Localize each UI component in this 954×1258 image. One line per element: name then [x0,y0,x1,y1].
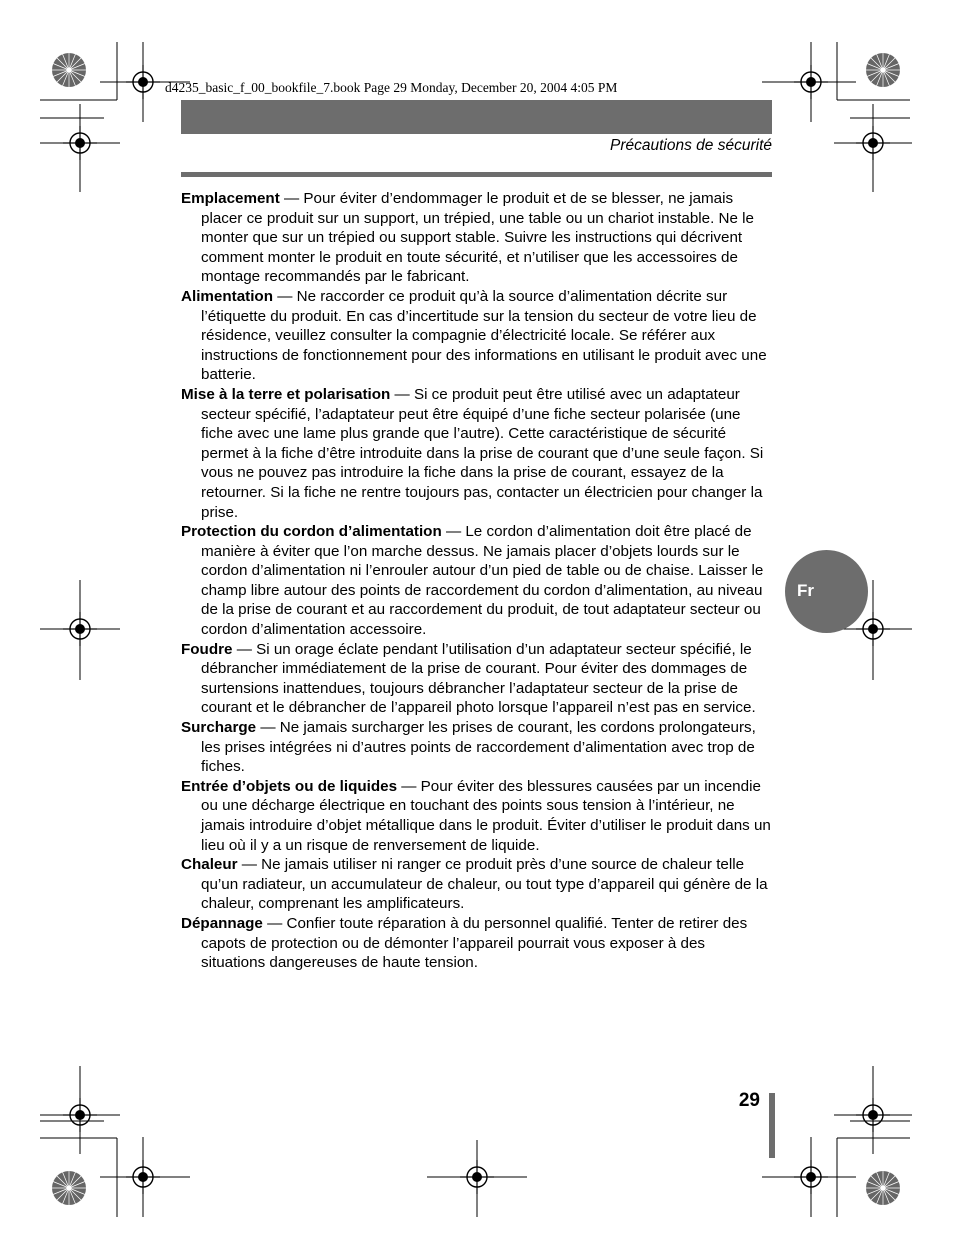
entry-mise-a-la-terre [181,385,773,522]
entry-term: Emplacement [181,190,280,207]
entry-term: Protection du cordon d’alimentation [181,523,442,541]
entry-emplacement [181,189,773,287]
book-file-header: d4235_basic_f_00_bookfile_7.book Page 29 Monday, December 20, 2004 4:05 PM [165,80,618,95]
entry-text: — Pour éviter d’endommager le produit et de se blesser, ne jamais placer ce produit sur un support, un trépied, une table ou un chariot instable. Ne le monter que sur un trépied ou support stable. Suivre les instructions qui décrivent comment monter le produit en toute sécurité, et n’utiliser que les accessoires de montage recommandés par le fabricant. [201,190,755,286]
entry-text: — Ne raccorder ce produit qu’à la source d’alimentation décrite sur l’étiquette du produit. En cas d’incertitude sur la tension du secteur de votre lieu de résidence, veuillez consulter la compagnie d’électricité locale. Se référer aux instructions de fonctionnement pour des informations en utilisant le produit avec une batterie. [201,287,767,384]
registration-mark [126,65,160,99]
entry-depannage [181,914,773,973]
header-rule [181,172,772,177]
entry-text: — Ne jamais surcharger les prises de courant, les cordons prolongateurs, les prises intégrées ni d’autres points de raccordement d’alimentation avec trop de fiches. [201,719,756,776]
entry-term: Surcharge [181,719,257,737]
entry-text: — Si un orage éclate pendant l’utilisation d’un adaptateur secteur spécifié, le débrancher immédiatement de la prise de courant. Pour éviter des dommages de surtensions inattendues, toujours débrancher l’adaptateur secteur de la prise de courant et le débrancher de l’appareil photo lorsque l’appareil n’est pas en service. [201,640,756,717]
entry-term: Entrée d’objets ou de liquides [181,777,398,795]
entry-term: Dépannage [181,914,263,932]
entry-chaleur [181,855,773,914]
entry-foudre [181,640,773,718]
entry-text: — Confier toute réparation à du personnel qualifié. Tenter de retirer des capots de protection ou de démonter l’appareil pourrait vous exposer à des situations dangereuses de haute tension. [201,914,748,972]
language-tab [785,550,868,633]
entry-protection-cordon [181,522,773,640]
section-title: Précautions de sécurité [610,137,772,154]
entry-term: Chaleur [181,856,238,874]
page-number: 29 [738,1090,760,1111]
entry-text: — Pour éviter des blessures causées par un incendie ou une décharge électrique en touchant des points sous tension à l’intérieur, ne jamais introduire d’objet métallique dans le produit. Éviter d’utiliser le produit dans un lieu où il y a un risque de renversement de liquide. [201,777,771,854]
entry-text: — Le cordon d’alimentation doit être placé de manière à éviter que l’on marche dessus. Ne jamais placer d’objets lourds sur le cordon d’alimentation ni l’enrouler autour d’un pied de table ou de chaise. Laisser le champ libre autour des points de raccordement du cordon d’alimentation, au niveau de la prise de courant et au raccordement du produit, de tout adaptateur secteur ou cordon d’alimentation accessoire. [201,523,764,639]
entry-term: Mise à la terre et polarisation [181,385,391,403]
header-bar [181,100,772,134]
entry-term: Foudre [181,640,233,658]
entry-entree-objets [181,777,773,855]
entry-alimentation [181,287,773,385]
entry-text: — Si ce produit peut être utilisé avec un adaptateur secteur spécifié, l’adaptateur peut être équipé d’une fiche secteur polarisée (une fiche avec une lame plus grande que l’autre). Cette caractéristique de sécurité permet à la fiche d’être introduite dans la prise de courant que d’une seule façon. Si vous ne pouvez pas introduire la fiche dans la prise de courant, essayez de la retourner. Si la fiche ne rentre toujours pas, contacter un électricien pour changer la prise. [201,385,764,521]
safety-precautions-list [181,189,773,973]
color-wheel-mark [52,53,86,87]
page-number-bar [769,1093,775,1158]
entry-text: — Ne jamais utiliser ni ranger ce produit près d’une source de chaleur telle qu’un radiateur, un accumulateur de chaleur, ou tout type d’appareil qui génère de la chaleur, comprenant les amplificateurs. [201,856,768,913]
entry-surcharge [181,718,773,777]
language-tab-label: Fr [797,581,814,600]
entry-term: Alimentation [181,287,273,305]
